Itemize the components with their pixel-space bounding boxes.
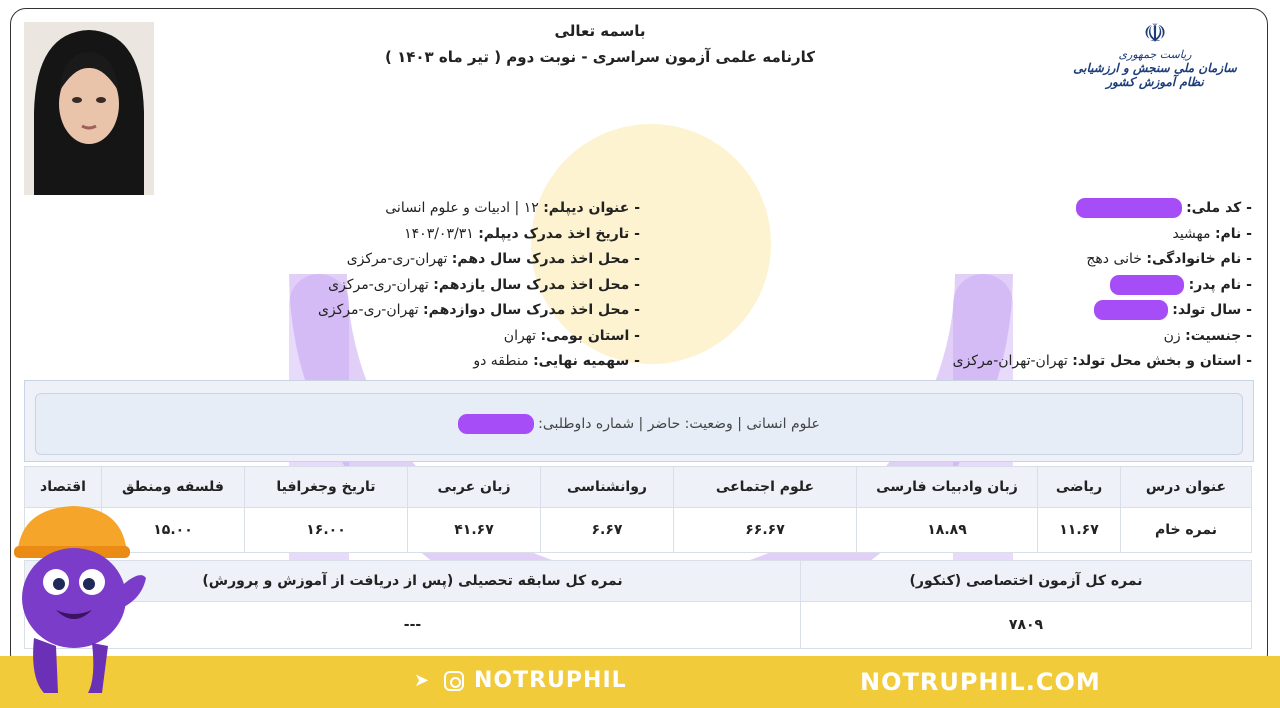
score-math: ۱۱.۶۷ [1038,508,1121,553]
subject-header: عنوان درس [1121,467,1252,508]
place12-label: - محل اخذ مدرک سال دوازدهم: [423,302,640,318]
diploma-info [318,196,640,375]
totals-table [24,560,1252,649]
redaction-candidate-number [458,414,534,434]
gender-value: زن [1163,327,1181,344]
place11-value: تهران-ری-مرکزی [328,276,429,293]
emblem-icon: ☫ [1143,19,1167,49]
subject-arabic: زبان عربی [408,467,541,508]
social-handle-text: NOTRUPHIL [474,668,627,693]
score-social: ۶۶.۶۷ [674,508,857,553]
father-label: - نام پدر: [1188,276,1252,293]
organization-logo [1060,20,1250,89]
subject-math: ریاضی [1038,467,1121,508]
redaction-birth-year [1094,300,1168,320]
birth-place-label: - استان و بخش محل تولد: [1072,353,1252,369]
score-arabic: ۴۱.۶۷ [408,508,541,553]
candidate-photo [24,22,154,195]
social-handle[interactable] [410,668,627,693]
place12-value: تهران-ری-مرکزی [317,302,419,318]
quota-label: - سهمیه نهایی: [533,353,640,369]
redaction-father [1110,275,1184,295]
logo-org-name: سازمان ملی سنجش و ارزشیابی نظام آموزش کشور [1073,61,1237,89]
report-title: کارنامه علمی آزمون سراسری - نوبت دوم ( تیر ماه ۱۴۰۳ ) [385,48,815,66]
redaction-national-code [1076,198,1182,218]
diploma-date-value: ۱۴۰۳/۰۳/۳۱ [404,225,474,242]
subject-social: علوم اجتماعی [674,467,857,508]
totals-value-row [25,602,1252,649]
subject-history: تاریخ وجغرافیا [245,467,408,508]
gender-label: - جنسیت: [1185,327,1252,344]
diploma-date-label: - تاریخ اخذ مدرک دیپلم: [478,225,640,242]
native-province-label: - استان بومی: [540,327,640,344]
place10-value: تهران-ری-مرکزی [346,251,448,267]
score-persian: ۱۸.۸۹ [857,508,1038,553]
native-province-value: تهران [503,327,537,344]
grades-table [24,466,1252,553]
record-total-label: نمره کل سابقه تحصیلی (پس از دریافت از آموزش و پرورش) [25,561,801,602]
place10-label: - محل اخذ مدرک سال دهم: [451,251,640,267]
status-text: علوم انسانی | وضعیت: حاضر | شماره داوطلبی: [538,416,820,432]
diploma-title-value: ۱۲ | ادبیات و علوم انسانی [385,200,539,216]
score-psychology: ۶.۶۷ [541,508,674,553]
score-history: ۱۶.۰۰ [245,508,408,553]
subject-psychology: روانشناسی [541,467,674,508]
basmala-title: باسمه تعالی [554,22,646,40]
family-value: خانی دهج [1086,251,1142,267]
grades-header-row [25,467,1252,508]
telegram-icon[interactable]: ➤ [413,670,431,691]
score-row-label: نمره خام [1121,508,1252,553]
website-link[interactable]: NOTRUPHIL.COM [860,668,1101,696]
record-total-value: --- [25,602,801,649]
family-label: - نام خانوادگی: [1146,251,1252,267]
logo-presidency: ریاست جمهوری [1118,48,1192,61]
report-header [380,22,820,66]
subject-philosophy: فلسفه ومنطق [102,467,245,508]
birth-place-value: تهران-تهران-مرکزی [952,353,1068,369]
subject-economics: اقتصاد [25,467,102,508]
footer-bar [0,656,1280,708]
quota-value: منطقه دو [473,353,529,369]
name-value: مهشید [1172,225,1211,242]
status-box [35,393,1243,455]
mascot-image [4,478,154,703]
exam-total-value: ۷۸۰۹ [801,602,1252,649]
national-code-label: - کد ملی: [1186,200,1252,216]
birth-year-label: - سال تولد: [1172,302,1252,318]
place11-label: - محل اخذ مدرک سال یازدهم: [433,276,640,293]
totals-header-row [25,561,1252,602]
name-label: - نام: [1214,225,1252,242]
candidate-info [953,196,1252,375]
score-philosophy: ۱۵.۰۰ [102,508,245,553]
diploma-title-label: - عنوان دیپلم: [543,200,640,216]
exam-total-label: نمره کل آزمون اختصاصی (کنکور) [801,561,1252,602]
status-section [24,380,1254,462]
subject-persian: زبان وادبیات فارسی [857,467,1038,508]
instagram-icon[interactable] [442,669,466,693]
grades-score-row [25,508,1252,553]
